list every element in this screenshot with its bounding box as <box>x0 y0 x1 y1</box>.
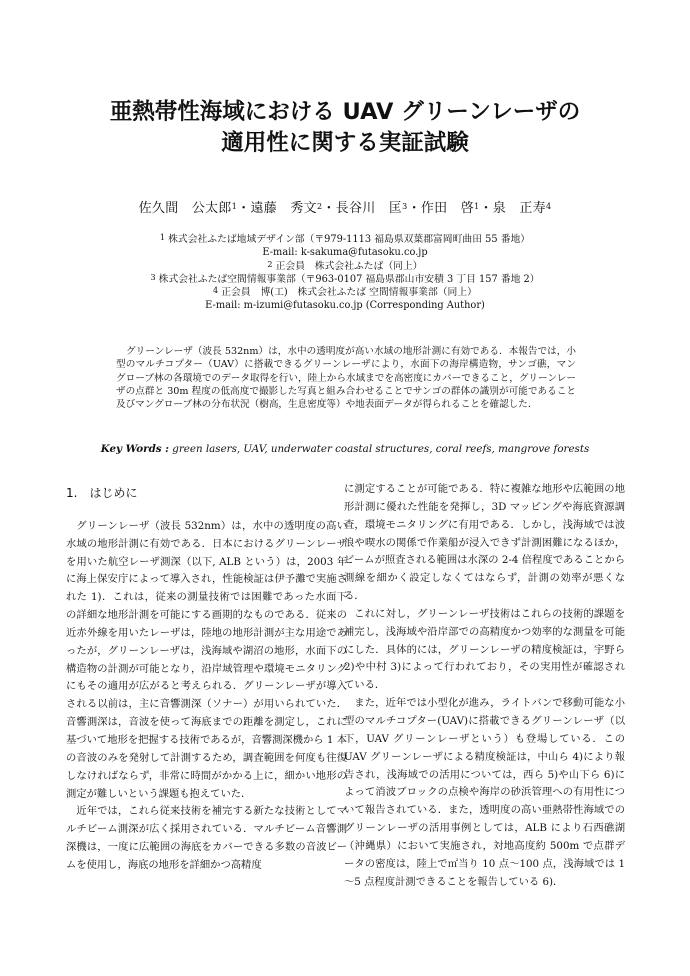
body-paragraph: 近年では，これら従来技術を補完する新たな技術としてマルチビーム測深が広く採用されている．マルチビーム音響測深機は，一度に広範囲の海底をカバーできる多数の音波ビームを使用し，海底の地形を詳細かつ高精度 <box>66 805 347 871</box>
affiliation-email: E-mail: m-izumi@futasoku.co.jp (Corresponding Author) <box>205 300 485 312</box>
paper-title <box>0 97 690 159</box>
keywords-label: Key Words : <box>100 443 169 455</box>
title-line-2: 適用性に関する実証試験 <box>221 130 469 156</box>
author: 遠藤 秀文$^2$ <box>250 201 323 216</box>
column-right <box>344 481 625 891</box>
affiliation: $^2$ 正会員 株式会社ふたば（同上） <box>267 259 423 272</box>
keywords-text: green lasers, UAV, underwater coastal structures, coral reefs, mangrove forests <box>172 443 590 455</box>
section-heading: 1. はじめに <box>66 486 138 500</box>
abstract: グリーンレーザ（波長 532nm）は，水中の透明度が高い水域の地形計測に有効である．本報告では，小型のマルチコプター（UAV）に搭載できるグリーンレーザにより，水面下の海岸構造物，サンゴ礁，マングローブ林の各環境でのデータ取得を行い，陸上から水域までを高密度にカバーできること，グリーンレーザの点群と 30m 程度の低高度で撮影した写真と組み合わせることでサンゴの群体の識別が可能であること及びマングローブ林の分布状況（樹高，生息密度等）や地表面データが得られることを確認した． <box>116 346 576 411</box>
author: 作田 啓$^1$ <box>420 201 480 216</box>
column-left <box>66 485 347 875</box>
body-paragraph: グリーンレーザ（波長 532nm）は，水中の透明度の高い水域の地形計測に有効である．日本におけるグリーンレーザを用いた航空レーザ測深（以下, ALB という）は，2003 年に海上保安庁によって導入され，性能検証は伊予灘で実施された 1)．これは，従来の測量技術では困難であった水面下の詳細な地形計測を可能にする画期的なものである．従来の近赤外線を用いたレーザは，陸地の地形計測が主な用途であったが，グリーンレーザは，浅海域や湖沼の地形，水面下の構造物の計測が可能となり，沿岸域管理や環境モニタリングにもその適用が広がると考えられる．グリーンレーザが導入される以前は，主に音響測深（ソナー）が用いられていた．音響測深は，音波を使って海底までの距離を測定し，これに基づいて地形を把握する技術であるが，音響測深機から 1 本の音波のみを発射して計測するため，調査範囲を何度も往復しなければならず，非常に時間がかかる上に，細かい地形の測定が難しいという課題も抱えていた． <box>66 519 347 800</box>
title-line-1: 亜熱帯性海域における UAV グリーンレーザの <box>109 99 581 125</box>
author: 泉 正寿$^4$ <box>492 201 552 216</box>
affiliation: $^3$ 株式会社ふたば空間情報事業部（〒963-0107 福島県郡山市安積 3 丁目 157 番地 2） <box>150 272 540 285</box>
author: 長谷川 匡$^3$ <box>335 201 408 216</box>
author: 佐久間 公太郎$^1$ <box>138 201 238 216</box>
author-list: 佐久間 公太郎$^1$・遠藤 秀文$^2$・長谷川 匡$^3$・作田 啓$^1$・泉 正寿$^4$ <box>138 201 552 216</box>
body-paragraph: に測定することが可能である．特に複雑な地形や広範囲の地形計測に優れた性能を発揮し，3D マッピングや海底資源調査，環境モニタリングに有用である．しかし，浅海域では波浪や喫水の関係で作業船が浸入できず計測困難になるほか，ビームが照査される範囲は水深の 2-4 倍程度であることから測線を細かく設定しなくてはならず，計測の効率が悪くなる． <box>344 483 625 603</box>
keywords <box>0 443 690 455</box>
affiliation: $^4$ 正会員 博(工) 株式会社ふたば 空間情報事業部（同上） <box>213 286 477 299</box>
body-paragraph: また，近年では小型化が進み，ライトバンで移動可能な小型のマルチコプター(UAV)に搭載できるグリーンレーザ（以下，UAV グリーンレーザという）も登場している．この UAV グリーンレーザによる精度検証は，中山ら 4)により報告され，浅海域での活用については，西ら 5)や山下ら 6)によって消波ブロックの点検や海岸の砂浜管理への有用性について報告されている．また，透明度の高い亜熱帯性海域でのグリーンレーザの活用事例としては，ALB により石西礁湖（沖縄県）において実施され，対地高度約 500m で点群データの密度は，陸上で㎡当り 10 点～100 点，浅海域では 1～5 点程度計測できることを報告している 6)． <box>344 697 625 888</box>
affiliation-list <box>0 233 690 313</box>
body-paragraph: これに対し，グリーンレーザ技術はこれらの技術的課題を補完し，浅海域や沿岸部での高精度かつ効率的な測量を可能にした．具体的には，グリーンレーザの精度検証は，宇野ら 2)や中村 3)によって行われており，その実用性が確認されている． <box>344 607 625 692</box>
affiliation-email: E-mail: k-sakuma@futasoku.co.jp <box>262 247 428 259</box>
affiliation: $^1$ 株式会社ふたば地域デザイン部（〒979-1113 福島県双葉郡富岡町曲田 55 番地） <box>159 233 531 245</box>
